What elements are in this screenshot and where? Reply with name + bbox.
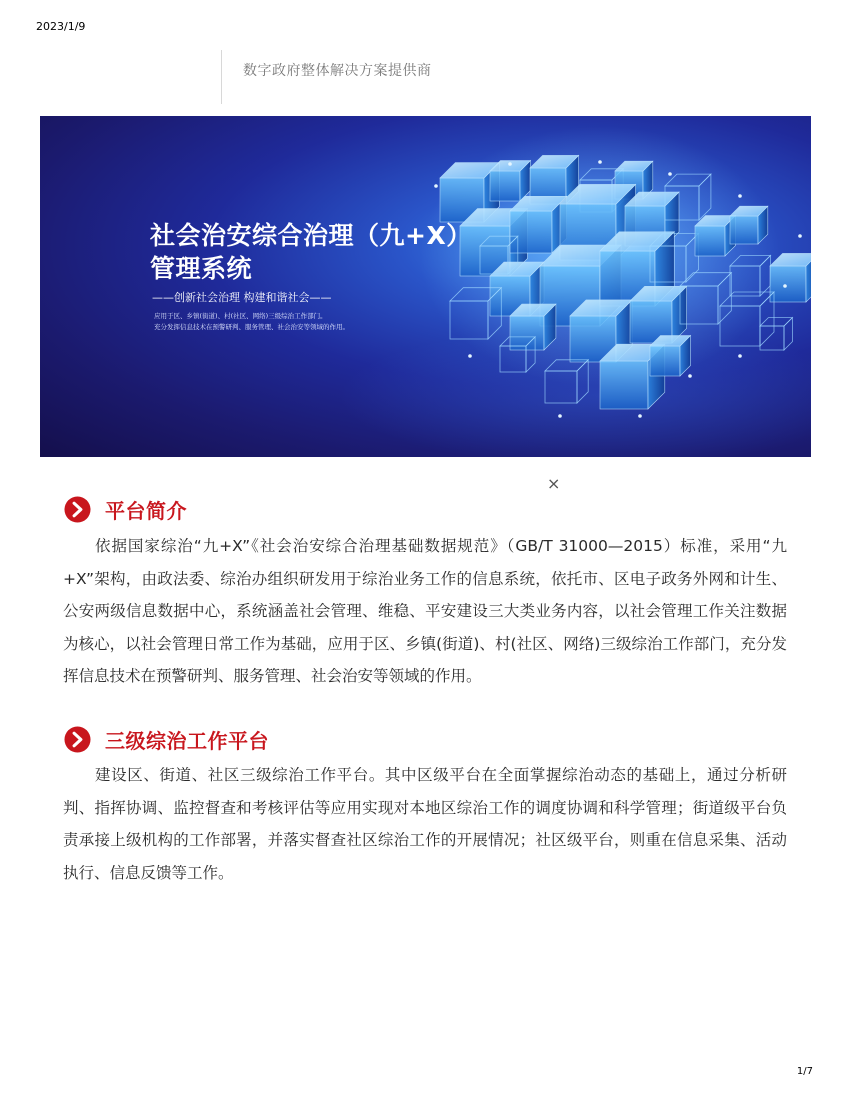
- light-spark: [783, 284, 787, 288]
- banner-title-line2: 管理系统: [150, 254, 253, 283]
- cube-shape: [730, 206, 768, 244]
- banner-image: [40, 116, 811, 457]
- header-divider: [221, 50, 222, 104]
- light-spark: [598, 160, 602, 164]
- light-spark: [468, 354, 472, 358]
- banner-desc-line2: 充分发挥信息技术在预警研判、服务管理、社会治安等领域的作用。: [154, 323, 349, 331]
- banner-title-line1: 社会治安综合治理（九+X）: [150, 221, 472, 250]
- section-title: 平台简介: [105, 498, 187, 523]
- section-heading-three-level-platform: [64, 724, 269, 754]
- cube-shape: [510, 196, 567, 253]
- banner-desc-line1: 应用于区、乡镇(街道)、村(社区、网络)三级综治工作部门。: [154, 312, 327, 320]
- chevron-right-icon: [64, 726, 91, 753]
- banner-slogan: ——创新社会治理 构建和谐社会——: [152, 291, 332, 304]
- cube-shape: [695, 216, 736, 257]
- company-tagline: 数字政府整体解决方案提供商: [243, 63, 432, 79]
- light-spark: [638, 414, 642, 418]
- close-icon[interactable]: ×: [547, 474, 561, 493]
- cube-shape: [770, 253, 811, 302]
- cube-shape: [630, 286, 687, 343]
- section-body-platform-intro: 依据国家综治“九+X”《社会治安综合治理基础数据规范》（GB/T 31000—2015）标准，采用“九+X”架构，由政法委、综治办组织研发用于综治业务工作的信息系统，依托市、区电子政务外网和计生、公安两级信息数据中心，系统涵盖社会管理、维稳、平安建设三大类业务内容，以社会管理工作关注数据为核心，以社会管理日常工作为基础，应用于区、乡镇(街道)、村(社区、网络)三级综治工作部门，充分发挥信息技术在预警研判、服务管理、社会治安等领域的作用。: [63, 537, 787, 685]
- banner-title: [150, 219, 472, 285]
- cube-illustration: [40, 116, 811, 457]
- cube-shape: [650, 336, 691, 377]
- section-body-three-level-platform: 建设区、街道、社区三级综治工作平台。其中区级平台在全面掌握综治动态的基础上，通过分析研判、指挥协调、监控督查和考核评估等应用实现对本地区综治工作的调度协调和科学管理；街道级平台负责承接上级机构的工作部署，并落实督查社区综治工作的开展情况；社区级平台，则重在信息采集、活动执行、信息反馈等工作。: [63, 766, 787, 882]
- section-heading-platform-intro: [64, 494, 187, 524]
- light-spark: [508, 162, 512, 166]
- section-title: 三级综治工作平台: [105, 728, 269, 753]
- print-date: 2023/1/9: [36, 20, 86, 33]
- light-spark: [668, 172, 672, 176]
- light-spark: [738, 194, 742, 198]
- cube-shape: [510, 304, 556, 350]
- light-spark: [738, 354, 742, 358]
- page-indicator: 1/7: [796, 1066, 813, 1077]
- banner-description: [154, 311, 349, 333]
- cube-shape: [490, 161, 531, 202]
- light-spark: [558, 414, 562, 418]
- light-spark: [434, 184, 438, 188]
- chevron-right-icon: [64, 496, 91, 523]
- light-spark: [798, 234, 802, 238]
- light-spark: [688, 374, 692, 378]
